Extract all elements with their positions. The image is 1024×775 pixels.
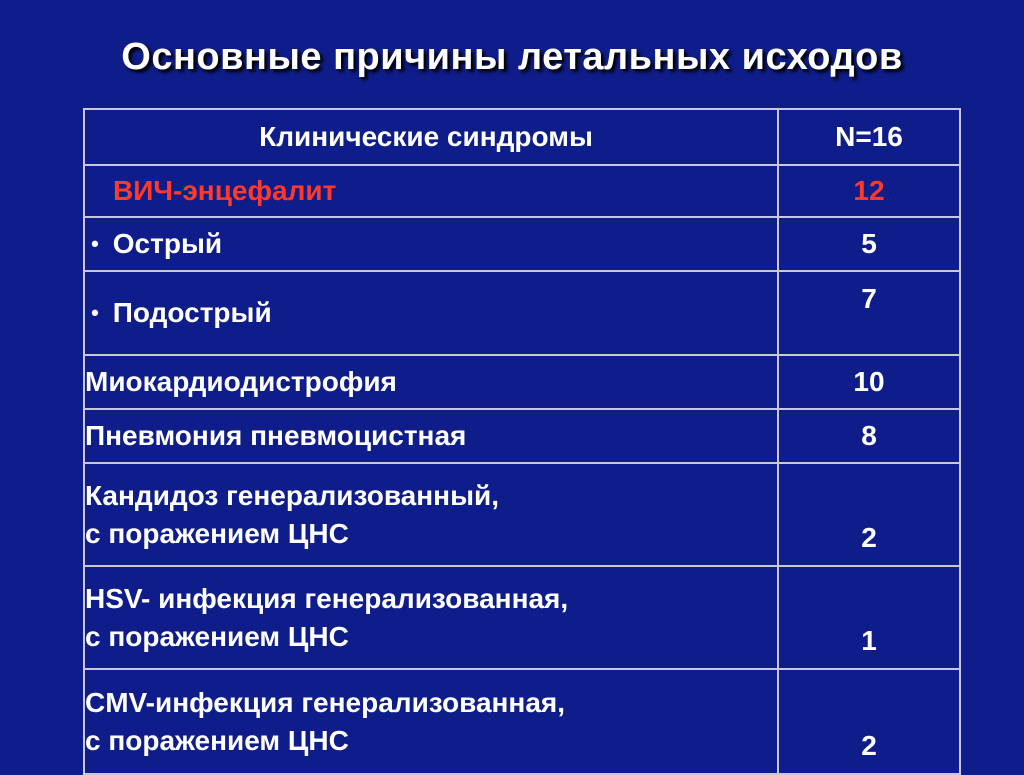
- table-row: [84, 217, 960, 271]
- table-row: [84, 566, 960, 669]
- table-row: [84, 165, 960, 217]
- row-value-subacute: 7: [778, 271, 960, 355]
- row-value-candidiasis: 2: [778, 463, 960, 566]
- row-value-acute: 5: [778, 217, 960, 271]
- row-value-cmv: 2: [778, 669, 960, 774]
- row-name-pneumocystis: Пневмония пневмоцистная: [84, 409, 778, 463]
- row-value-hiv-encephalitis: 12: [778, 165, 960, 217]
- row-subacute: [84, 271, 778, 355]
- row-acute: [84, 217, 778, 271]
- row-name-line1: Кандидоз генерализованный,: [85, 479, 499, 511]
- syndromes-table: [83, 108, 961, 775]
- table-row: [84, 463, 960, 566]
- row-name-line2: с поражением ЦНС: [85, 620, 349, 652]
- row-name-myocardiodystrophy: Миокардиодистрофия: [84, 355, 778, 409]
- row-value-pneumocystis: 8: [778, 409, 960, 463]
- row-name-acute: Острый: [112, 228, 223, 259]
- row-name-line2: с поражением ЦНС: [85, 724, 349, 756]
- row-name-hiv-encephalitis: ВИЧ-энцефалит: [84, 165, 778, 217]
- table-row: [84, 271, 960, 355]
- row-name-subacute: Подострый: [112, 297, 272, 328]
- row-name-cmv: [84, 669, 778, 774]
- table-header-row: [84, 109, 960, 165]
- row-name-line2: с поражением ЦНС: [85, 517, 349, 549]
- row-value-myocardiodystrophy: 10: [778, 355, 960, 409]
- row-name-line1: HSV- инфекция генерализованная,: [85, 582, 569, 614]
- slide-title: Основные причины летальных исходов: [121, 36, 903, 78]
- table-row: [84, 669, 960, 774]
- header-count: N=16: [778, 109, 960, 165]
- row-name-hsv: [84, 566, 778, 669]
- table-row: [84, 355, 960, 409]
- row-name-line1: CMV-инфекция генерализованная,: [85, 686, 566, 718]
- bullet-icon: •: [91, 231, 99, 256]
- header-syndromes: Клинические синдромы: [84, 109, 778, 165]
- row-value-hsv: 1: [778, 566, 960, 669]
- row-name-candidiasis: [84, 463, 778, 566]
- bullet-icon: •: [91, 300, 99, 325]
- table-row: [84, 409, 960, 463]
